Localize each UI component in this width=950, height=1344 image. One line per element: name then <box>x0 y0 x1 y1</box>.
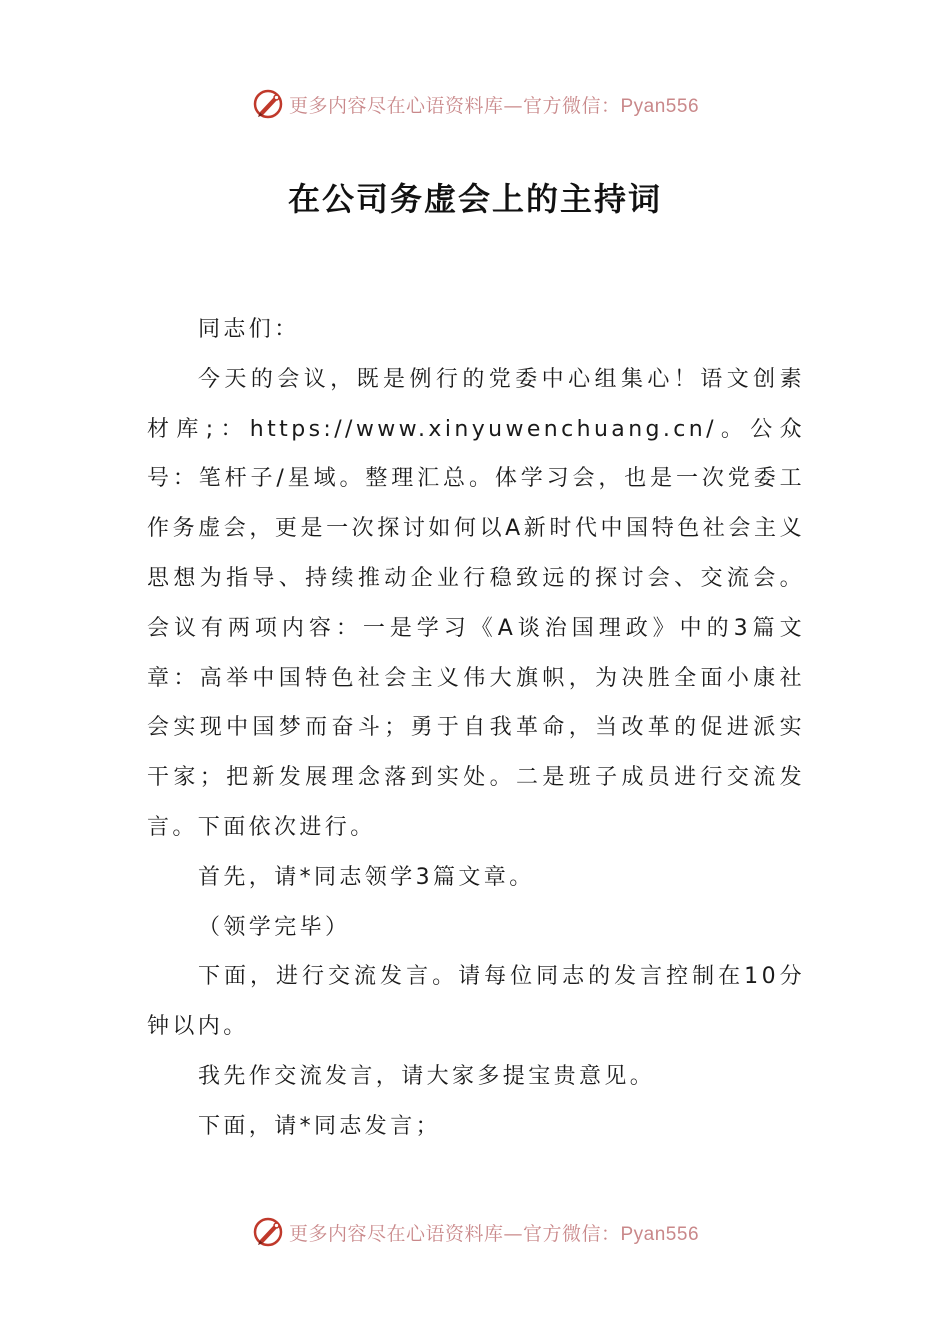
banner-text: 更多内容尽在心语资料库—官方微信：Pyan556 <box>288 1222 700 1245</box>
paragraph: 首先，请*同志领学3篇文章。 <box>198 864 535 890</box>
pen-logo-icon <box>251 1215 285 1249</box>
paragraph: 同志们： <box>198 317 300 342</box>
wechat-id: Pyan556 <box>620 1223 700 1245</box>
document-body <box>147 305 805 1152</box>
footer-banner <box>0 1212 950 1252</box>
paragraph: 我先作交流发言，请大家多提宝贵意见。 <box>198 1063 656 1089</box>
wechat-id: Pyan556 <box>620 95 700 117</box>
paragraph: 今天的会议，既是例行的党委中心组集心！语文创素材库;：https://www.xinyuwenchuang.cn/。公众号：笔杆子/星域。整理汇总。体学习会，也是一次党委工作务虚会，更是一次探讨如何以A新时代中国特色社会主义思想为指导、持续推动企业行稳致远的探讨会、交流会。会议有两项内容：一是学习《A谈治国理政》中的3篇文章：高举中国特色社会主义伟大旗帜，为决胜全面小康社会实现中国梦而奋斗；勇于自我革命，当改革的促进派实干家；把新发展理念落到实处。二是班子成员进行交流发言。下面依次进行。 <box>147 366 805 840</box>
document-title: 在公司务虚会上的主持词 <box>287 180 662 218</box>
pen-logo-icon <box>251 87 285 121</box>
paragraph: （领学完毕） <box>198 914 351 940</box>
header-banner <box>0 84 950 124</box>
paragraph: 下面，请*同志发言； <box>198 1113 442 1139</box>
banner-text: 更多内容尽在心语资料库—官方微信：Pyan556 <box>288 94 700 117</box>
paragraph: 下面，进行交流发言。请每位同志的发言控制在10分钟以内。 <box>147 964 805 1040</box>
